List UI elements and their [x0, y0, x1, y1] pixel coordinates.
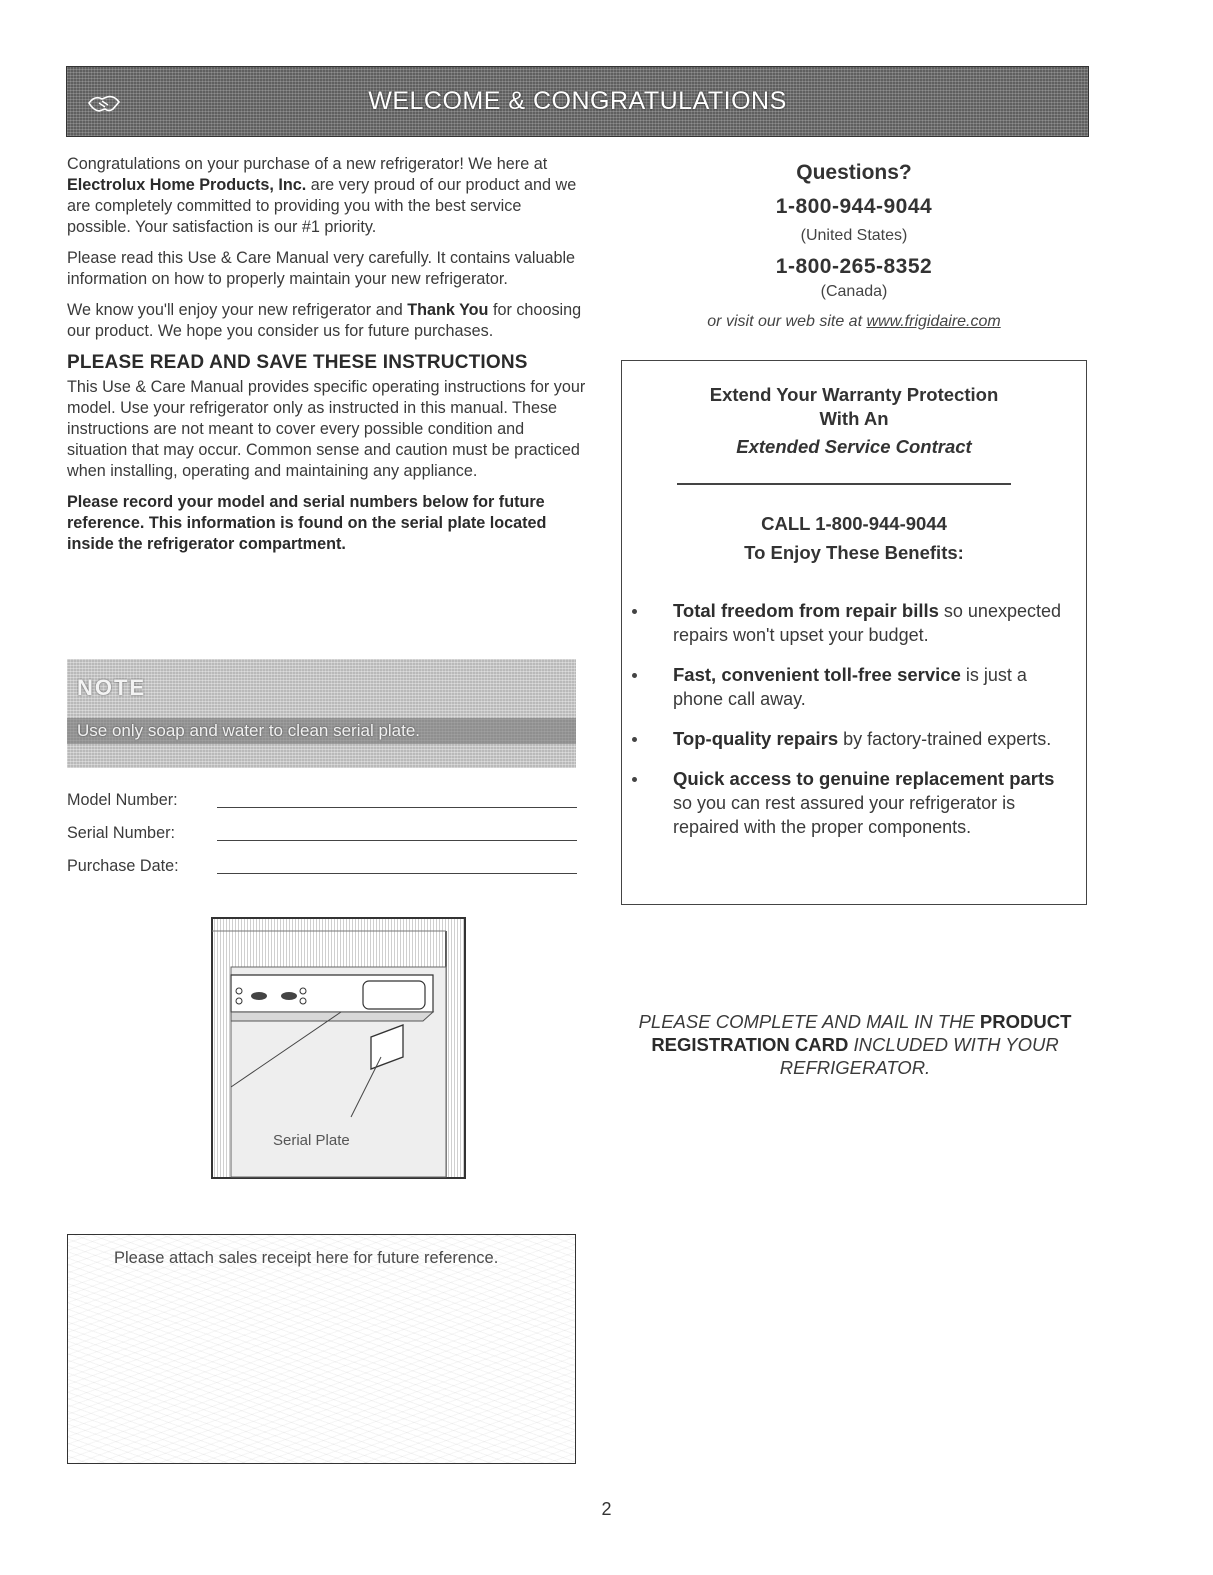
instructions-body: This Use & Care Manual provides specific operating instructions for your model. Use your refrigerator only as instructed in this manual. These instructions are not meant to cover every possible condition and situation that may occur. Common sense and caution must be practiced when installing, operating and maintaining any appliance.	[67, 378, 586, 480]
intro-paragraph-2: Please read this Use & Care Manual very carefully. It contains valuable information on how to properly maintain your new refrigerator.	[67, 249, 576, 288]
intro-paragraph-3: We know you'll enjoy your new refrigerator and Thank You for choosing our product. We hope you consider us for future purchases.	[67, 301, 582, 340]
phone-canada[interactable]: 1-800-265-8352	[775, 255, 933, 278]
purchase-date-field[interactable]	[67, 857, 577, 881]
record-note: Please record your model and serial numbers below for future reference. This information is found on the serial plate located inside the refrigerator compartment.	[67, 493, 547, 553]
receipt-text: Please attach sales receipt here for future reference.	[114, 1249, 499, 1267]
serial-number-field[interactable]	[67, 824, 577, 848]
page-number: 2	[601, 1499, 612, 1519]
warranty-subtitle: Extended Service Contract	[736, 436, 972, 457]
receipt-attach-area	[67, 1234, 576, 1464]
region-us: (United States)	[800, 227, 908, 244]
website-line: or visit our web site at www.frigidaire.com	[707, 313, 1001, 330]
warranty-divider	[677, 483, 1011, 485]
registration-note: PLEASE COMPLETE AND MAIL IN THE PRODUCT REGISTRATION CARD INCLUDED WITH YOUR REFRIGERATOR.	[638, 1011, 1072, 1078]
warranty-call[interactable]: CALL 1-800-944-9044	[761, 513, 947, 534]
refrigerator-serial-plate-figure	[211, 917, 466, 1179]
bullet-icon	[632, 777, 637, 782]
warranty-title: Extend Your Warranty Protection With An	[709, 384, 999, 429]
bullet-icon	[632, 609, 637, 614]
serial-plate-label: Serial Plate	[273, 1132, 350, 1149]
serial-number-line	[217, 840, 577, 841]
benefit-item: Top-quality repairs by factory-trained experts.	[622, 727, 1088, 751]
note-box	[67, 659, 576, 768]
region-canada: (Canada)	[820, 283, 888, 300]
questions-title: Questions?	[796, 161, 912, 184]
purchase-date-line	[217, 873, 577, 874]
phone-us[interactable]: 1-800-944-9044	[775, 195, 933, 218]
intro-paragraph-1: Congratulations on your purchase of a new refrigerator! We here at Electrolux Home Products, Inc. are very proud of our product and we are completely committed to providing you with the best service possible. Your satisfaction is our #1 priority.	[67, 155, 577, 236]
questions-block	[620, 161, 1088, 331]
model-number-label: Model Number:	[67, 791, 178, 809]
note-text: Use only soap and water to clean serial plate.	[77, 721, 421, 740]
purchase-date-label: Purchase Date:	[67, 857, 179, 875]
warranty-enjoy: To Enjoy These Benefits:	[744, 542, 964, 563]
note-title: NOTE	[77, 675, 147, 700]
website-link[interactable]: www.frigidaire.com	[866, 313, 1001, 330]
bullet-icon	[632, 737, 637, 742]
warranty-box	[621, 360, 1087, 905]
benefit-item: Fast, convenient toll-free service is just a phone call away.	[622, 663, 1088, 711]
intro-column	[67, 154, 587, 565]
instructions-heading: PLEASE READ AND SAVE THESE INSTRUCTIONS	[67, 352, 528, 373]
benefits-list	[622, 599, 1088, 855]
banner-title: WELCOME & CONGRATULATIONS	[368, 87, 787, 115]
benefit-item: Total freedom from repair bills so unexpected repairs won't upset your budget.	[622, 599, 1088, 647]
serial-number-label: Serial Number:	[67, 824, 175, 842]
benefit-item: Quick access to genuine replacement parts so you can rest assured your refrigerator is repaired with the proper components.	[622, 767, 1088, 839]
model-number-line	[217, 807, 577, 808]
bullet-icon	[632, 673, 637, 678]
welcome-banner	[66, 66, 1089, 137]
model-number-field[interactable]	[67, 791, 577, 815]
company-name: Electrolux Home Products, Inc.	[67, 176, 307, 194]
